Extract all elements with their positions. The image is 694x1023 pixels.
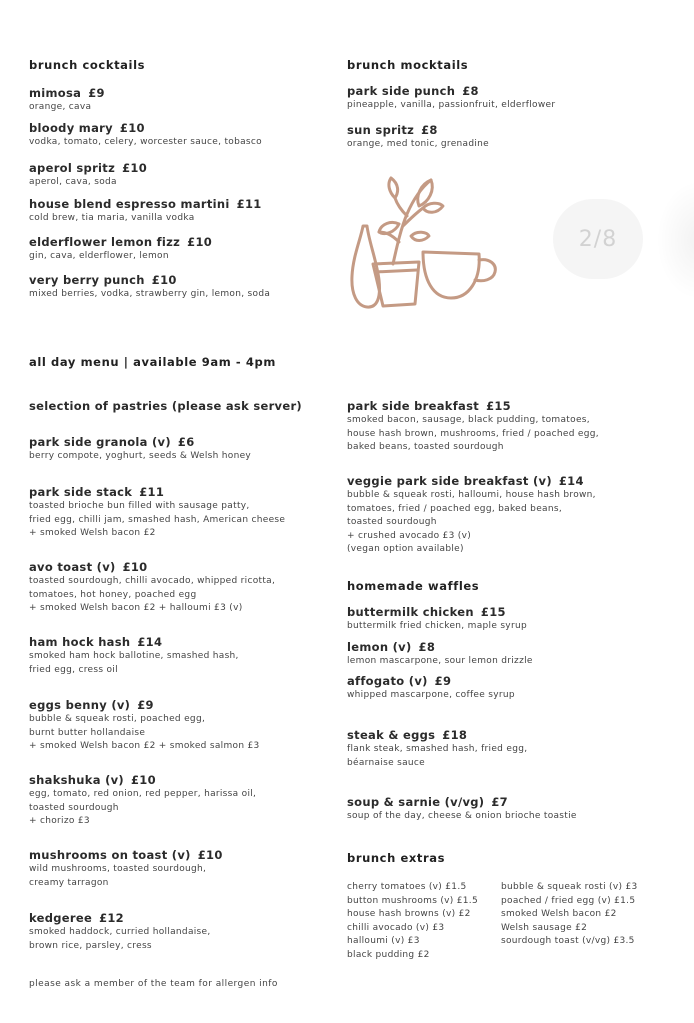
menu-item <box>29 273 270 302</box>
menu-item-description <box>29 500 285 541</box>
description-line: orange, cava <box>29 102 92 112</box>
menu-item-price: £10 <box>119 121 145 135</box>
brunch-cocktails-heading: brunch cocktails <box>29 58 146 72</box>
menu-item-price: £10 <box>197 848 223 862</box>
description-line: smoked bacon, sausage, black pudding, tomatoes, <box>347 415 590 425</box>
menu-item <box>29 435 251 464</box>
description-line: toasted brioche bun filled with sausage patty, <box>29 501 250 511</box>
menu-item <box>347 84 555 113</box>
menu-item-price: £11 <box>236 197 262 211</box>
menu-item-description <box>29 250 212 264</box>
menu-item-description <box>29 212 262 226</box>
description-line: fried egg, chilli jam, smashed hash, American cheese <box>29 514 286 525</box>
description-line: toasted sourdough <box>347 517 437 527</box>
description-line: tomatoes, hot honey, poached egg <box>29 589 197 600</box>
menu-item-name: mushrooms on toast (v) <box>29 848 191 862</box>
menu-item-name: buttermilk chicken <box>347 605 474 619</box>
menu-item-price: £10 <box>122 161 147 175</box>
description-line: wild mushrooms, toasted sourdough, <box>29 864 207 874</box>
menu-item <box>29 773 256 829</box>
plant-bottle-cup-illustration <box>345 176 505 312</box>
description-line: + smoked Welsh bacon £2 + halloumi £3 (v) <box>29 603 243 613</box>
extras-column-1 <box>347 881 478 963</box>
menu-item-price: £12 <box>99 911 124 925</box>
description-line: + smoked Welsh bacon £2 <box>29 528 156 538</box>
menu-item-title <box>29 435 251 449</box>
description-line: toasted sourdough, chilli avocado, whipped ricotta, <box>29 576 276 586</box>
description-line: orange, med tonic, grenadine <box>347 139 490 149</box>
description-line: creamy tarragon <box>29 877 109 888</box>
menu-item-title <box>29 86 105 100</box>
allergen-footer: please ask a member of the team for allergen info <box>29 979 278 989</box>
menu-item-title <box>347 674 515 688</box>
menu-item-description <box>347 99 555 113</box>
menu-item-description <box>29 136 262 150</box>
menu-item-name: sun spritz <box>347 123 415 137</box>
menu-item-price: £10 <box>187 235 213 249</box>
menu-item <box>347 795 577 824</box>
menu-item-price: £10 <box>122 560 148 574</box>
menu-item-description <box>29 788 256 829</box>
description-line: toasted sourdough <box>29 802 119 813</box>
menu-item <box>29 560 275 616</box>
menu-item-description <box>347 810 577 824</box>
extra-item: chilli avocado (v) £3 <box>347 922 445 933</box>
menu-item-price: £14 <box>137 635 163 649</box>
menu-item-title <box>29 197 262 211</box>
menu-item-title <box>29 848 223 862</box>
menu-item <box>347 640 533 669</box>
menu-item-title <box>29 911 211 925</box>
menu-item-price: £8 <box>421 123 438 137</box>
menu-item-description <box>29 575 275 616</box>
menu-item-description <box>29 288 270 302</box>
menu-item-title <box>29 560 275 574</box>
menu-item <box>29 635 239 677</box>
menu-item-price: £10 <box>130 773 156 787</box>
description-line: béarnaise sauce <box>347 757 426 768</box>
menu-item <box>29 911 211 953</box>
menu-item-name: park side breakfast <box>347 399 480 413</box>
menu-item-price: £11 <box>139 485 165 499</box>
description-line: bubble & squeak rosti, halloumi, house hash brown, <box>347 490 596 500</box>
menu-item-name: park side granola (v) <box>29 435 171 449</box>
menu-item-name: elderflower lemon fizz <box>29 235 181 249</box>
menu-item-price: £9 <box>137 698 154 712</box>
menu-item-description <box>29 926 211 953</box>
menu-item-description <box>29 176 147 190</box>
description-line: aperol, cava, soda <box>29 177 117 187</box>
menu-item-name: eggs benny (v) <box>29 698 131 712</box>
menu-item <box>29 86 105 115</box>
menu-item-name: veggie park side breakfast (v) <box>347 474 552 488</box>
extra-item: bubble & squeak rosti (v) £3 <box>501 882 638 892</box>
menu-item-description <box>29 450 251 464</box>
menu-item-title <box>29 399 302 413</box>
menu-item-description <box>347 689 515 703</box>
description-line: house hash brown, mushrooms, fried / poached egg, <box>347 428 599 439</box>
menu-item-description <box>29 863 223 890</box>
description-line: egg, tomato, red onion, red pepper, harissa oil, <box>29 789 257 799</box>
menu-item-title <box>347 605 527 619</box>
menu-item <box>29 848 223 890</box>
menu-item-price: £14 <box>558 474 584 488</box>
menu-item-name: ham hock hash <box>29 635 131 649</box>
description-line: gin, cava, elderflower, lemon <box>29 251 169 261</box>
menu-item <box>347 474 596 557</box>
description-line: mixed berries, vodka, strawberry gin, lemon, soda <box>29 289 271 299</box>
menu-item-price: £15 <box>486 399 511 413</box>
menu-item <box>29 197 262 226</box>
menu-item-name: park side punch <box>347 84 456 98</box>
menu-item-price: £10 <box>151 273 177 287</box>
all-day-menu-heading: all day menu | available 9am - 4pm <box>29 355 276 369</box>
menu-item <box>29 161 147 190</box>
menu-item-name: shakshuka (v) <box>29 773 124 787</box>
menu-item-price: £6 <box>177 435 195 449</box>
menu-item-title <box>29 698 260 712</box>
menu-item <box>347 674 515 703</box>
extra-item: black pudding £2 <box>347 949 430 960</box>
menu-item-title <box>29 235 212 249</box>
menu-item-title <box>29 485 285 499</box>
menu-item-price: £8 <box>418 640 436 654</box>
page-indicator-badge[interactable] <box>553 199 643 279</box>
menu-item-title <box>29 635 239 649</box>
menu-item-title <box>29 161 147 175</box>
extra-item: button mushrooms (v) £1.5 <box>347 895 478 906</box>
menu-item-title <box>347 728 527 742</box>
menu-item-title <box>347 795 577 809</box>
menu-item <box>347 123 489 152</box>
extra-item: smoked Welsh bacon £2 <box>501 909 617 920</box>
description-line: pineapple, vanilla, passionfruit, elderflower <box>347 100 556 110</box>
menu-item-price: £7 <box>491 795 508 809</box>
menu-item-name: park side stack <box>29 485 133 499</box>
menu-item-name: selection of pastries (please ask server) <box>29 399 302 413</box>
description-line: fried egg, cress oil <box>29 664 118 675</box>
menu-item-description <box>347 138 489 152</box>
extras-column-2 <box>501 881 638 949</box>
menu-item-name: very berry punch <box>29 273 145 287</box>
description-line: soup of the day, cheese & onion brioche toastie <box>347 811 577 821</box>
menu-item-name: kedgeree <box>29 911 93 925</box>
menu-item <box>347 728 527 770</box>
extra-item: sourdough toast (v/vg) £3.5 <box>501 936 635 947</box>
menu-item <box>29 121 262 150</box>
menu-item <box>29 698 260 754</box>
menu-item-name: affogato (v) <box>347 674 428 688</box>
menu-item-description <box>29 650 239 677</box>
menu-item-title <box>347 399 599 413</box>
next-page-shadow <box>656 180 694 300</box>
description-line: + crushed avocado £3 (v) <box>347 530 472 541</box>
extra-item: house hash browns (v) £2 <box>347 909 471 920</box>
page-indicator-text: 2/8 <box>578 226 618 252</box>
menu-item-title <box>29 773 256 787</box>
description-line: whipped mascarpone, coffee syrup <box>347 690 515 700</box>
description-line: burnt butter hollandaise <box>29 727 146 738</box>
description-line: buttermilk fried chicken, maple syrup <box>347 621 527 631</box>
description-line: baked beans, toasted sourdough <box>347 442 504 452</box>
menu-item <box>29 235 212 264</box>
menu-item-description <box>347 489 596 557</box>
menu-item-title <box>347 474 596 488</box>
extra-item: poached / fried egg (v) £1.5 <box>501 895 636 906</box>
menu-item <box>347 399 599 455</box>
menu-item-name: house blend espresso martini <box>29 197 230 211</box>
menu-item <box>347 605 527 634</box>
menu-item-description <box>29 713 260 754</box>
menu-item-title <box>29 121 262 135</box>
menu-item-name: lemon (v) <box>347 640 412 654</box>
waffles-heading: homemade waffles <box>347 579 480 593</box>
menu-item-price: £9 <box>88 86 105 100</box>
description-line: (vegan option available) <box>347 544 464 554</box>
menu-item-description <box>347 743 527 770</box>
menu-item-name: soup & sarnie (v/vg) <box>347 795 485 809</box>
brunch-extras-heading: brunch extras <box>347 851 446 865</box>
menu-item-title <box>347 84 555 98</box>
menu-item <box>29 485 285 541</box>
extra-item: cherry tomatoes (v) £1.5 <box>347 882 467 892</box>
extra-item: halloumi (v) £3 <box>347 936 420 947</box>
description-line: cold brew, tia maria, vanilla vodka <box>29 213 195 223</box>
description-line: brown rice, parsley, cress <box>29 940 152 951</box>
menu-item-title <box>29 273 270 287</box>
description-line: + smoked Welsh bacon £2 + smoked salmon £3 <box>29 741 260 751</box>
menu-item-price: £18 <box>442 728 468 742</box>
brunch-mocktails-heading: brunch mocktails <box>347 58 469 72</box>
menu-item-description <box>347 655 533 669</box>
description-line: berry compote, yoghurt, seeds & Welsh honey <box>29 451 252 461</box>
menu-item-description <box>347 620 527 634</box>
menu-item-name: steak & eggs <box>347 728 436 742</box>
menu-item-price: £9 <box>434 674 452 688</box>
menu-item-price: £15 <box>480 605 506 619</box>
menu-item-description <box>29 101 105 115</box>
menu-item-title <box>347 640 533 654</box>
menu-item-title <box>347 123 489 137</box>
menu-item-name: aperol spritz <box>29 161 116 175</box>
description-line: + chorizo £3 <box>29 816 90 826</box>
menu-item-name: bloody mary <box>29 121 113 135</box>
description-line: tomatoes, fried / poached egg, baked beans, <box>347 503 563 514</box>
menu-item-price: £8 <box>462 84 479 98</box>
menu-item-name: avo toast (v) <box>29 560 116 574</box>
description-line: smoked ham hock ballotine, smashed hash, <box>29 651 239 661</box>
extra-item: Welsh sausage £2 <box>501 922 588 933</box>
menu-item <box>29 399 302 413</box>
description-line: bubble & squeak rosti, poached egg, <box>29 714 206 724</box>
description-line: vodka, tomato, celery, worcester sauce, tobasco <box>29 137 262 147</box>
description-line: lemon mascarpone, sour lemon drizzle <box>347 656 533 666</box>
menu-item-description <box>347 414 599 455</box>
menu-item-name: mimosa <box>29 86 82 100</box>
description-line: smoked haddock, curried hollandaise, <box>29 927 211 937</box>
description-line: flank steak, smashed hash, fried egg, <box>347 744 528 754</box>
